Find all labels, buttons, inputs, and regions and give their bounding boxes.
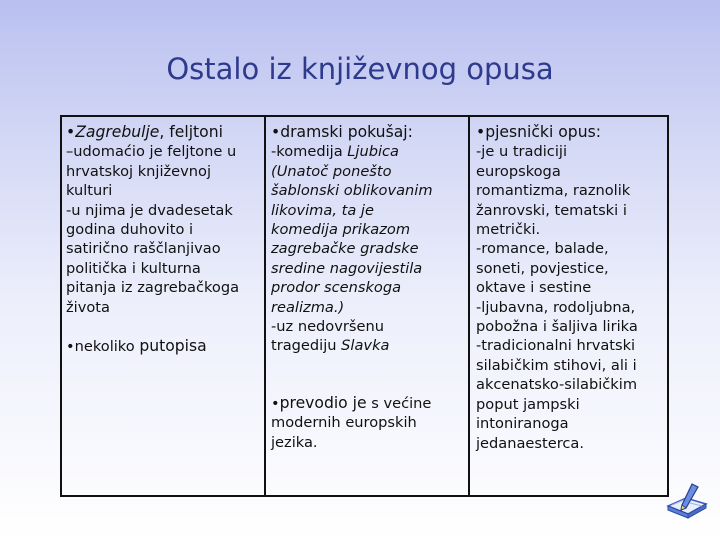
text-line: žanrovski, tematski i <box>476 201 627 219</box>
text-line: soneti, povjestice, <box>476 259 609 277</box>
text-line: godina duhovito i <box>66 221 194 239</box>
italic-text: (Unatoč ponešto <box>271 162 392 180</box>
putopisi-label: putopisa <box>139 337 207 356</box>
komedija-prefix: -komedija <box>271 143 348 161</box>
colon: : <box>595 123 601 141</box>
column-drame <box>264 117 468 495</box>
bullet: • <box>66 123 76 141</box>
slavka-title: Slavka <box>341 337 390 355</box>
italic-text: šablonski oblikovanim <box>271 182 433 200</box>
text-line: hrvatskoj književnoj <box>66 162 212 180</box>
text-line: silabičkim stihovi, ali i <box>476 356 637 374</box>
text-line: života <box>66 298 110 316</box>
zagrebulje-title: Zagrebulje <box>75 123 160 141</box>
putopisi-prefix: nekoliko <box>74 338 140 356</box>
italic-line <box>271 220 468 239</box>
text-line: romantizma, raznolik <box>476 182 631 200</box>
italic-line <box>271 278 468 297</box>
text-line: metrički. <box>476 221 541 239</box>
italic-line <box>271 201 468 220</box>
text-line: europskoga <box>476 162 561 180</box>
text-line: modernih europskih <box>271 414 417 432</box>
prevodio-item <box>271 394 468 413</box>
nedovrsenu-line: -uz nedovršenu <box>271 318 384 336</box>
italic-text: zagrebačke gradske <box>271 240 419 258</box>
tragedija-line <box>271 336 468 355</box>
feljtoni-label: , feljtoni <box>159 123 223 141</box>
slide-title: Ostalo iz književnog opusa <box>166 52 554 86</box>
text-line: intoniranoga <box>476 415 569 433</box>
pjesnicki-label: •pjesnički opus <box>476 123 596 141</box>
text-line: -romance, balade, <box>476 240 609 258</box>
text-line: pobožna i šaljiva lirika <box>476 318 638 336</box>
text-line: -tradicionalni hrvatski <box>476 337 636 355</box>
italic-line <box>271 239 468 258</box>
italic-text: prodor scenskoga <box>271 279 402 297</box>
text-line: oktave i sestine <box>476 279 592 297</box>
text-line: kulturi <box>66 182 113 200</box>
italic-line <box>271 181 468 200</box>
bullet: • <box>66 338 75 356</box>
text-line: poput jampski <box>476 395 580 413</box>
italic-line <box>271 298 468 317</box>
text-line: pitanja iz zagrebačkoga <box>66 279 240 297</box>
bullet: • <box>271 394 280 412</box>
italic-line <box>271 162 468 181</box>
italic-text: likovima, ta je <box>271 201 374 219</box>
dramski-heading: •dramski pokušaj: <box>271 123 413 141</box>
content-table <box>60 115 669 497</box>
italic-text: realizma.) <box>271 298 345 316</box>
prevodio-rest: s većine <box>366 394 432 412</box>
komedija-line <box>271 142 468 161</box>
text-line: -je u tradiciji <box>476 143 567 161</box>
pjesnicki-heading <box>476 123 671 142</box>
text-line: –udomaćio je feljtone u <box>66 143 237 161</box>
putopisi-item <box>66 337 264 356</box>
italic-line <box>271 259 468 278</box>
book-pen-icon <box>662 478 712 528</box>
text-line: jedanaesterca. <box>476 434 584 452</box>
text-line: -u njima je dvadesetak <box>66 201 233 219</box>
column-feljtoni <box>62 117 264 495</box>
column-pjesnicki-opus <box>468 117 671 495</box>
prevodio-label: prevodio je <box>279 393 367 412</box>
zagrebulje-heading <box>66 123 264 142</box>
text-line: -ljubavna, rodoljubna, <box>476 298 636 316</box>
text-line: satirično raščlanjivao <box>66 240 221 258</box>
ljubica-title: Ljubica <box>347 143 400 161</box>
tragedija-prefix: tragediju <box>271 337 342 355</box>
text-line: akcenatsko-silabičkim <box>476 376 638 394</box>
text-line: politička i kulturna <box>66 259 201 277</box>
italic-text: sredine nagovijestila <box>271 259 423 277</box>
text-line: jezika. <box>271 433 318 451</box>
italic-text: komedija prikazom <box>271 221 411 239</box>
